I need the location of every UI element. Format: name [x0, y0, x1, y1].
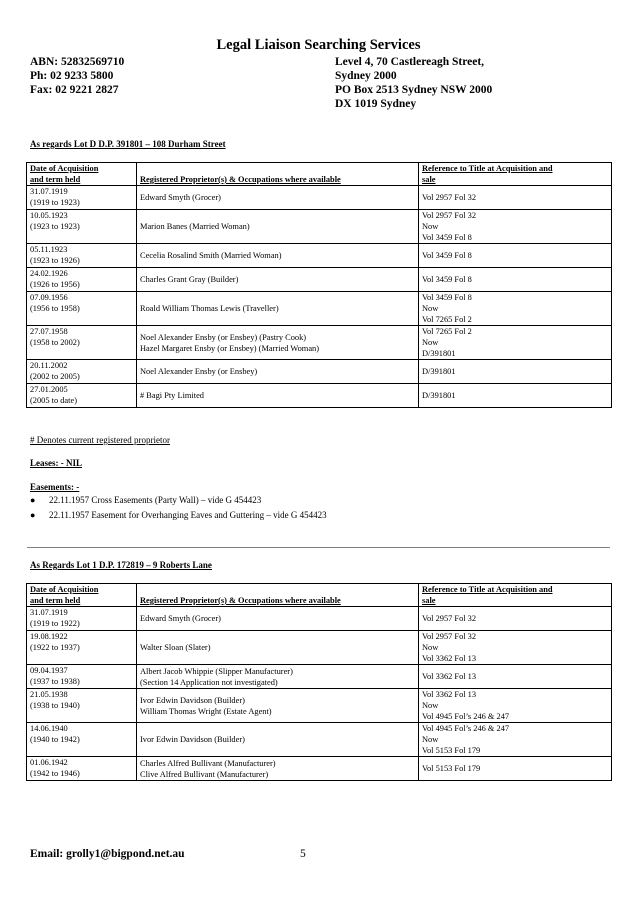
table-header-row: [27, 584, 612, 607]
table-row: [27, 723, 612, 757]
acquisition-date-cell: 09.04.1937 (1937 to 1938): [27, 665, 137, 689]
title-reference-cell: Vol 2957 Fol 32 Now Vol 3459 Fol 8: [419, 210, 612, 244]
current-proprietor-note: # Denotes current registered proprietor: [30, 435, 170, 445]
proprietor-cell: Ivor Edwin Davidson (Builder) William Thomas Wright (Estate Agent): [137, 689, 419, 723]
proprietor-cell: Albert Jacob Whippie (Slipper Manufacturer) (Section 14 Application not investigated): [137, 665, 419, 689]
proprietor-cell: Noel Alexander Ensby (or Ensbey): [137, 360, 419, 384]
easements-heading: Easements: -: [30, 482, 80, 492]
title-history-table-lot-1: [26, 583, 612, 781]
list-item: ● 22.11.1957 Easement for Overhanging Eaves and Guttering – vide G 454423: [30, 508, 327, 523]
bullet-icon: ●: [30, 510, 36, 520]
column-header-reference: Reference to Title at Acquisition and sale: [419, 584, 612, 607]
column-header-date: Date of Acquisition and term held: [27, 163, 137, 186]
address-line-2: Sydney 2000: [335, 70, 397, 82]
table-row: [27, 326, 612, 360]
page-number: 5: [300, 848, 306, 860]
title-reference-cell: Vol 3362 Fol 13 Now Vol 4945 Fol’s 246 & 247: [419, 689, 612, 723]
leases-heading: Leases: - NIL: [30, 458, 82, 468]
acquisition-date-cell: 24.02.1926 (1926 to 1956): [27, 268, 137, 292]
column-header-date: Date of Acquisition and term held: [27, 584, 137, 607]
title-reference-cell: Vol 3459 Fol 8: [419, 268, 612, 292]
table-header-row: [27, 163, 612, 186]
proprietor-cell: Ivor Edwin Davidson (Builder): [137, 723, 419, 757]
proprietor-cell: Charles Alfred Bullivant (Manufacturer) Clive Alfred Bullivant (Manufacturer): [137, 757, 419, 781]
table-row: [27, 244, 612, 268]
table-row: [27, 186, 612, 210]
document-title: Legal Liaison Searching Services: [216, 37, 421, 53]
table-row: [27, 689, 612, 723]
column-header-reference: Reference to Title at Acquisition and sale: [419, 163, 612, 186]
proprietor-cell: Noel Alexander Ensby (or Ensbey) (Pastry Cook) Hazel Margaret Ensby (or Ensbey) (Married Woman): [137, 326, 419, 360]
phone-line: Ph: 02 9233 5800: [30, 70, 114, 82]
table-row: [27, 631, 612, 665]
table-row: [27, 665, 612, 689]
proprietor-cell: Edward Smyth (Grocer): [137, 607, 419, 631]
acquisition-date-cell: 10.05.1923 (1923 to 1923): [27, 210, 137, 244]
proprietor-cell: # Bagi Pty Limited: [137, 384, 419, 408]
easements-list: [30, 493, 327, 523]
fax-line: Fax: 02 9221 2827: [30, 84, 119, 96]
section1-heading: As regards Lot D D.P. 391801 – 108 Durham Street: [30, 139, 226, 149]
acquisition-date-cell: 05.11.1923 (1923 to 1926): [27, 244, 137, 268]
title-reference-cell: Vol 2957 Fol 32: [419, 186, 612, 210]
title-reference-cell: Vol 4945 Fol’s 246 & 247 Now Vol 5153 Fol 179: [419, 723, 612, 757]
acquisition-date-cell: 07.09.1956 (1956 to 1958): [27, 292, 137, 326]
po-box-line: PO Box 2513 Sydney NSW 2000: [335, 84, 493, 96]
table-row: [27, 292, 612, 326]
address-line-1: Level 4, 70 Castlereagh Street,: [335, 56, 485, 68]
title-reference-cell: Vol 2957 Fol 32: [419, 607, 612, 631]
acquisition-date-cell: 31.07.1919 (1919 to 1923): [27, 186, 137, 210]
title-history-table-lot-d: [26, 162, 612, 408]
table-row: [27, 384, 612, 408]
title-reference-cell: Vol 7265 Fol 2 Now D/391801: [419, 326, 612, 360]
table-row: [27, 268, 612, 292]
acquisition-date-cell: 19.08.1922 (1922 to 1937): [27, 631, 137, 665]
bullet-icon: ●: [30, 495, 36, 505]
proprietor-cell: Edward Smyth (Grocer): [137, 186, 419, 210]
column-header-proprietors: Registered Proprietor(s) & Occupations where available: [137, 584, 419, 607]
proprietor-cell: Walter Sloan (Slater): [137, 631, 419, 665]
table-row: [27, 210, 612, 244]
title-reference-cell: Vol 3459 Fol 8 Now Vol 7265 Fol 2: [419, 292, 612, 326]
abn-line: ABN: 52832569710: [30, 56, 125, 68]
proprietor-cell: Roald William Thomas Lewis (Traveller): [137, 292, 419, 326]
title-reference-cell: Vol 5153 Fol 179: [419, 757, 612, 781]
proprietor-cell: Cecelia Rosalind Smith (Married Woman): [137, 244, 419, 268]
table-row: [27, 757, 612, 781]
title-reference-cell: Vol 3362 Fol 13: [419, 665, 612, 689]
acquisition-date-cell: 27.07.1958 (1958 to 2002): [27, 326, 137, 360]
list-item: ● 22.11.1957 Cross Easements (Party Wall) – vide G 454423: [30, 493, 327, 508]
dx-line: DX 1019 Sydney: [335, 98, 417, 110]
title-reference-cell: D/391801: [419, 384, 612, 408]
acquisition-date-cell: 21.05.1938 (1938 to 1940): [27, 689, 137, 723]
table-row: [27, 360, 612, 384]
column-header-proprietors: Registered Proprietor(s) & Occupations where available: [137, 163, 419, 186]
acquisition-date-cell: 27.01.2005 (2005 to date): [27, 384, 137, 408]
acquisition-date-cell: 20.11.2002 (2002 to 2005): [27, 360, 137, 384]
footer-email: Email: grolly1@bigpond.net.au: [30, 848, 185, 860]
title-reference-cell: Vol 2957 Fol 32 Now Vol 3362 Fol 13: [419, 631, 612, 665]
proprietor-cell: Charles Grant Gray (Builder): [137, 268, 419, 292]
table-row: [27, 607, 612, 631]
title-reference-cell: D/391801: [419, 360, 612, 384]
proprietor-cell: Marion Banes (Married Woman): [137, 210, 419, 244]
section2-heading: As Regards Lot 1 D.P. 172819 – 9 Roberts Lane: [30, 560, 212, 570]
acquisition-date-cell: 31.07.1919 (1919 to 1922): [27, 607, 137, 631]
section-divider: [27, 547, 610, 548]
acquisition-date-cell: 01.06.1942 (1942 to 1946): [27, 757, 137, 781]
title-reference-cell: Vol 3459 Fol 8: [419, 244, 612, 268]
acquisition-date-cell: 14.06.1940 (1940 to 1942): [27, 723, 137, 757]
